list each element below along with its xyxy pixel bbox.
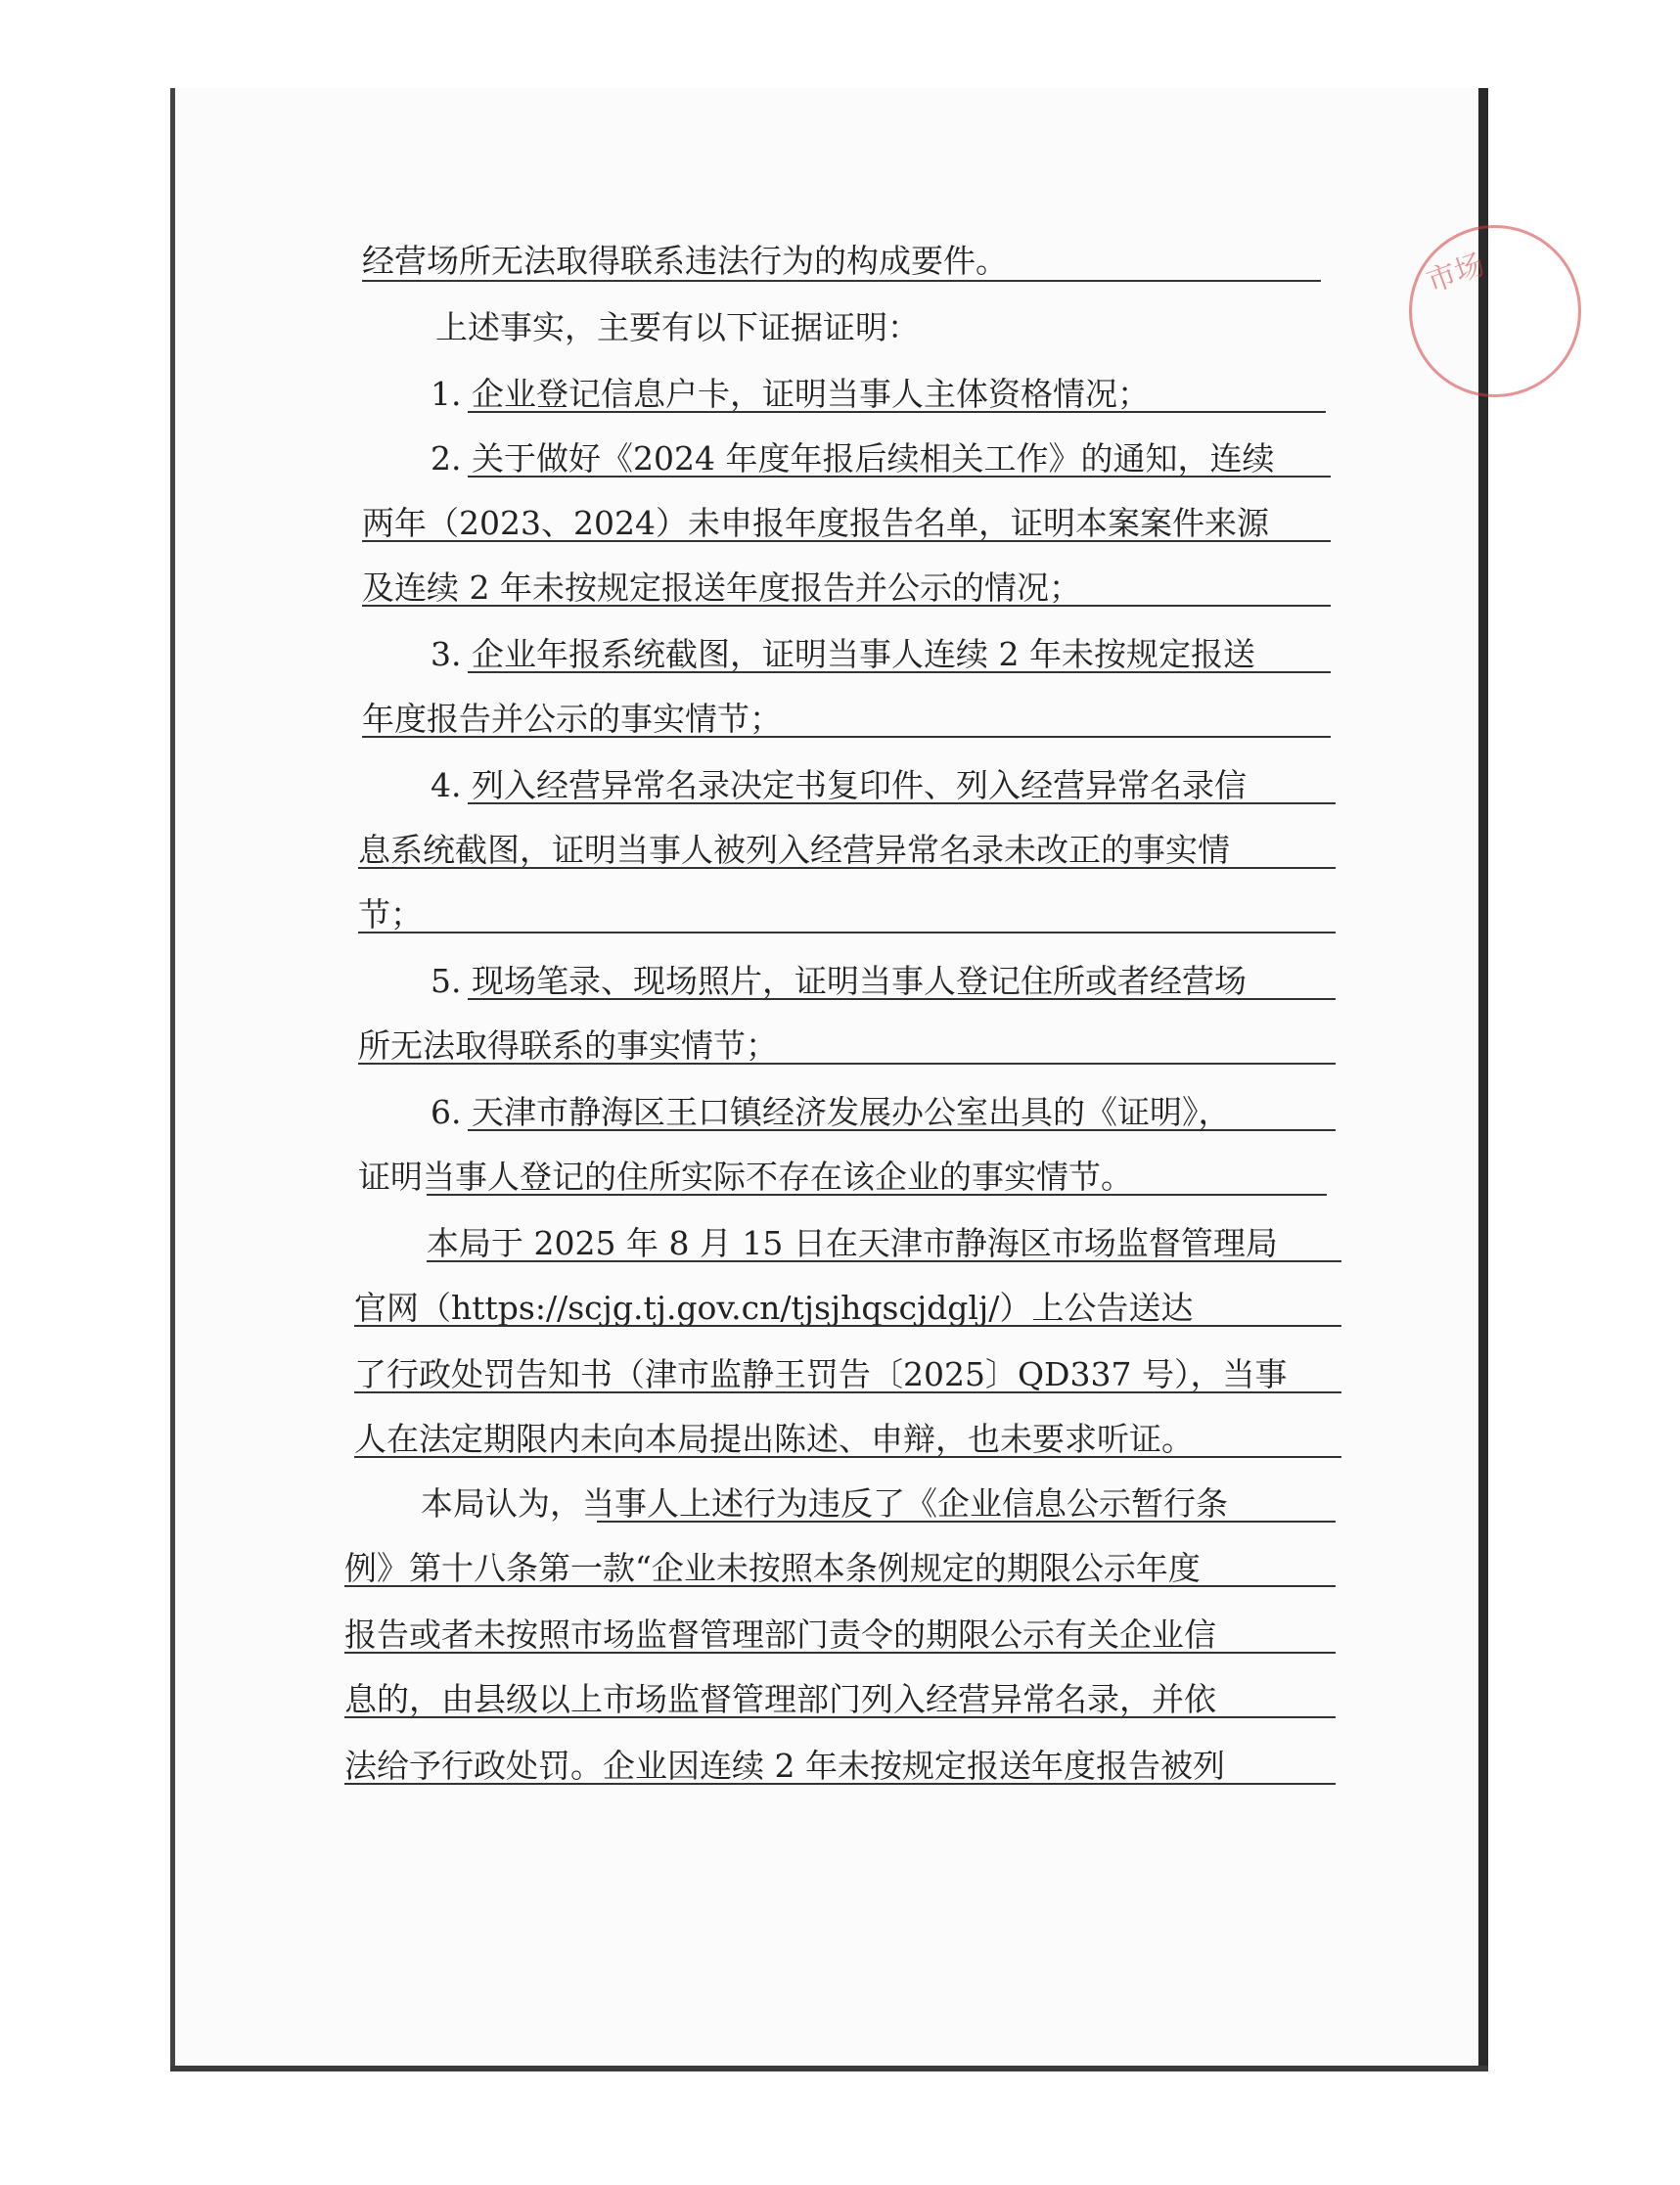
underline-rule: [468, 671, 1331, 673]
scan-left-edge: [170, 88, 175, 2071]
text-line: 本局认为，当事人上述行为违反了《企业信息公示暂行条: [421, 1485, 1228, 1523]
text-line: 及连续 2 年未按规定报送年度报告并公示的情况；: [362, 569, 1081, 607]
underline-rule: [358, 1063, 1336, 1065]
underline-rule: [354, 1391, 1341, 1393]
underline-rule: [344, 1652, 1336, 1654]
text-line: 经营场所无法取得联系违法行为的构成要件。: [362, 243, 1008, 280]
text-line: 年度报告并公示的事实情节；: [362, 701, 782, 738]
underline-rule: [344, 1783, 1336, 1785]
underline-rule: [468, 411, 1326, 413]
text-line: 两年（2023、2024）未申报年度报告名单，证明本案案件来源: [362, 505, 1269, 542]
underline-rule: [362, 736, 1331, 738]
underline-rule: [344, 1585, 1336, 1587]
text-line: 1. 企业登记信息户卡，证明当事人主体资格情况；: [431, 376, 1150, 413]
underline-rule: [344, 1716, 1336, 1718]
text-line: 本局于 2025 年 8 月 15 日在天津市静海区市场监督管理局: [427, 1225, 1278, 1262]
underline-rule: [354, 1456, 1341, 1458]
text-line: 息的，由县级以上市场监督管理部门列入经营异常名录，并依: [344, 1681, 1216, 1718]
underline-rule: [362, 280, 1321, 282]
underline-rule: [358, 867, 1336, 869]
text-line: 所无法取得联系的事实情节；: [358, 1027, 778, 1065]
underline-rule: [427, 1260, 1341, 1262]
text-line: 报告或者未按照市场监督管理部门责令的期限公示有关企业信: [344, 1616, 1216, 1654]
text-line: 6. 天津市静海区王口镇经济发展办公室出具的《证明》，: [431, 1094, 1231, 1131]
text-line: 节；: [358, 896, 423, 933]
official-seal: [1409, 225, 1581, 397]
text-line: 上述事实，主要有以下证据证明：: [435, 309, 920, 346]
official-seal-text: 市场: [1422, 247, 1490, 300]
underline-rule: [358, 932, 1336, 933]
text-line: 2. 关于做好《2024 年度年报后续相关工作》的通知，连续: [431, 440, 1275, 478]
underline-rule: [468, 802, 1336, 804]
text-line: 3. 企业年报系统截图，证明当事人连续 2 年未按规定报送: [431, 636, 1255, 673]
text-line: 了行政处罚告知书（津市监静王罚告〔2025〕QD337 号），当事: [354, 1356, 1288, 1393]
text-line: 4. 列入经营异常名录决定书复印件、列入经营异常名录信: [431, 767, 1247, 804]
underline-rule: [354, 1325, 1341, 1327]
scan-bottom-edge: [170, 2066, 1488, 2071]
text-line: 法给予行政处罚。企业因连续 2 年未按规定报送年度报告被列: [344, 1748, 1225, 1785]
underline-rule: [468, 1129, 1336, 1131]
underline-rule: [597, 1521, 1336, 1523]
underline-rule: [427, 1194, 1327, 1196]
text-line: 例》第十八条第一款“企业未按照本条例规定的期限公示年度: [344, 1550, 1201, 1587]
text-line: 官网（https://scjg.tj.gov.cn/tjsjhqscjdglj/）上公告送达: [354, 1290, 1194, 1327]
text-line: 证明当事人登记的住所实际不存在该企业的事实情节。: [358, 1159, 1133, 1196]
text-line: 5. 现场笔录、现场照片，证明当事人登记住所或者经营场: [431, 963, 1247, 1000]
text-line: 息系统截图，证明当事人被列入经营异常名录未改正的事实情: [358, 832, 1230, 869]
underline-rule: [362, 605, 1331, 607]
underline-rule: [362, 540, 1331, 542]
underline-rule: [468, 476, 1331, 478]
underline-rule: [468, 998, 1336, 1000]
text-line: 人在法定期限内未向本局提出陈述、申辩，也未要求听证。: [354, 1421, 1194, 1458]
